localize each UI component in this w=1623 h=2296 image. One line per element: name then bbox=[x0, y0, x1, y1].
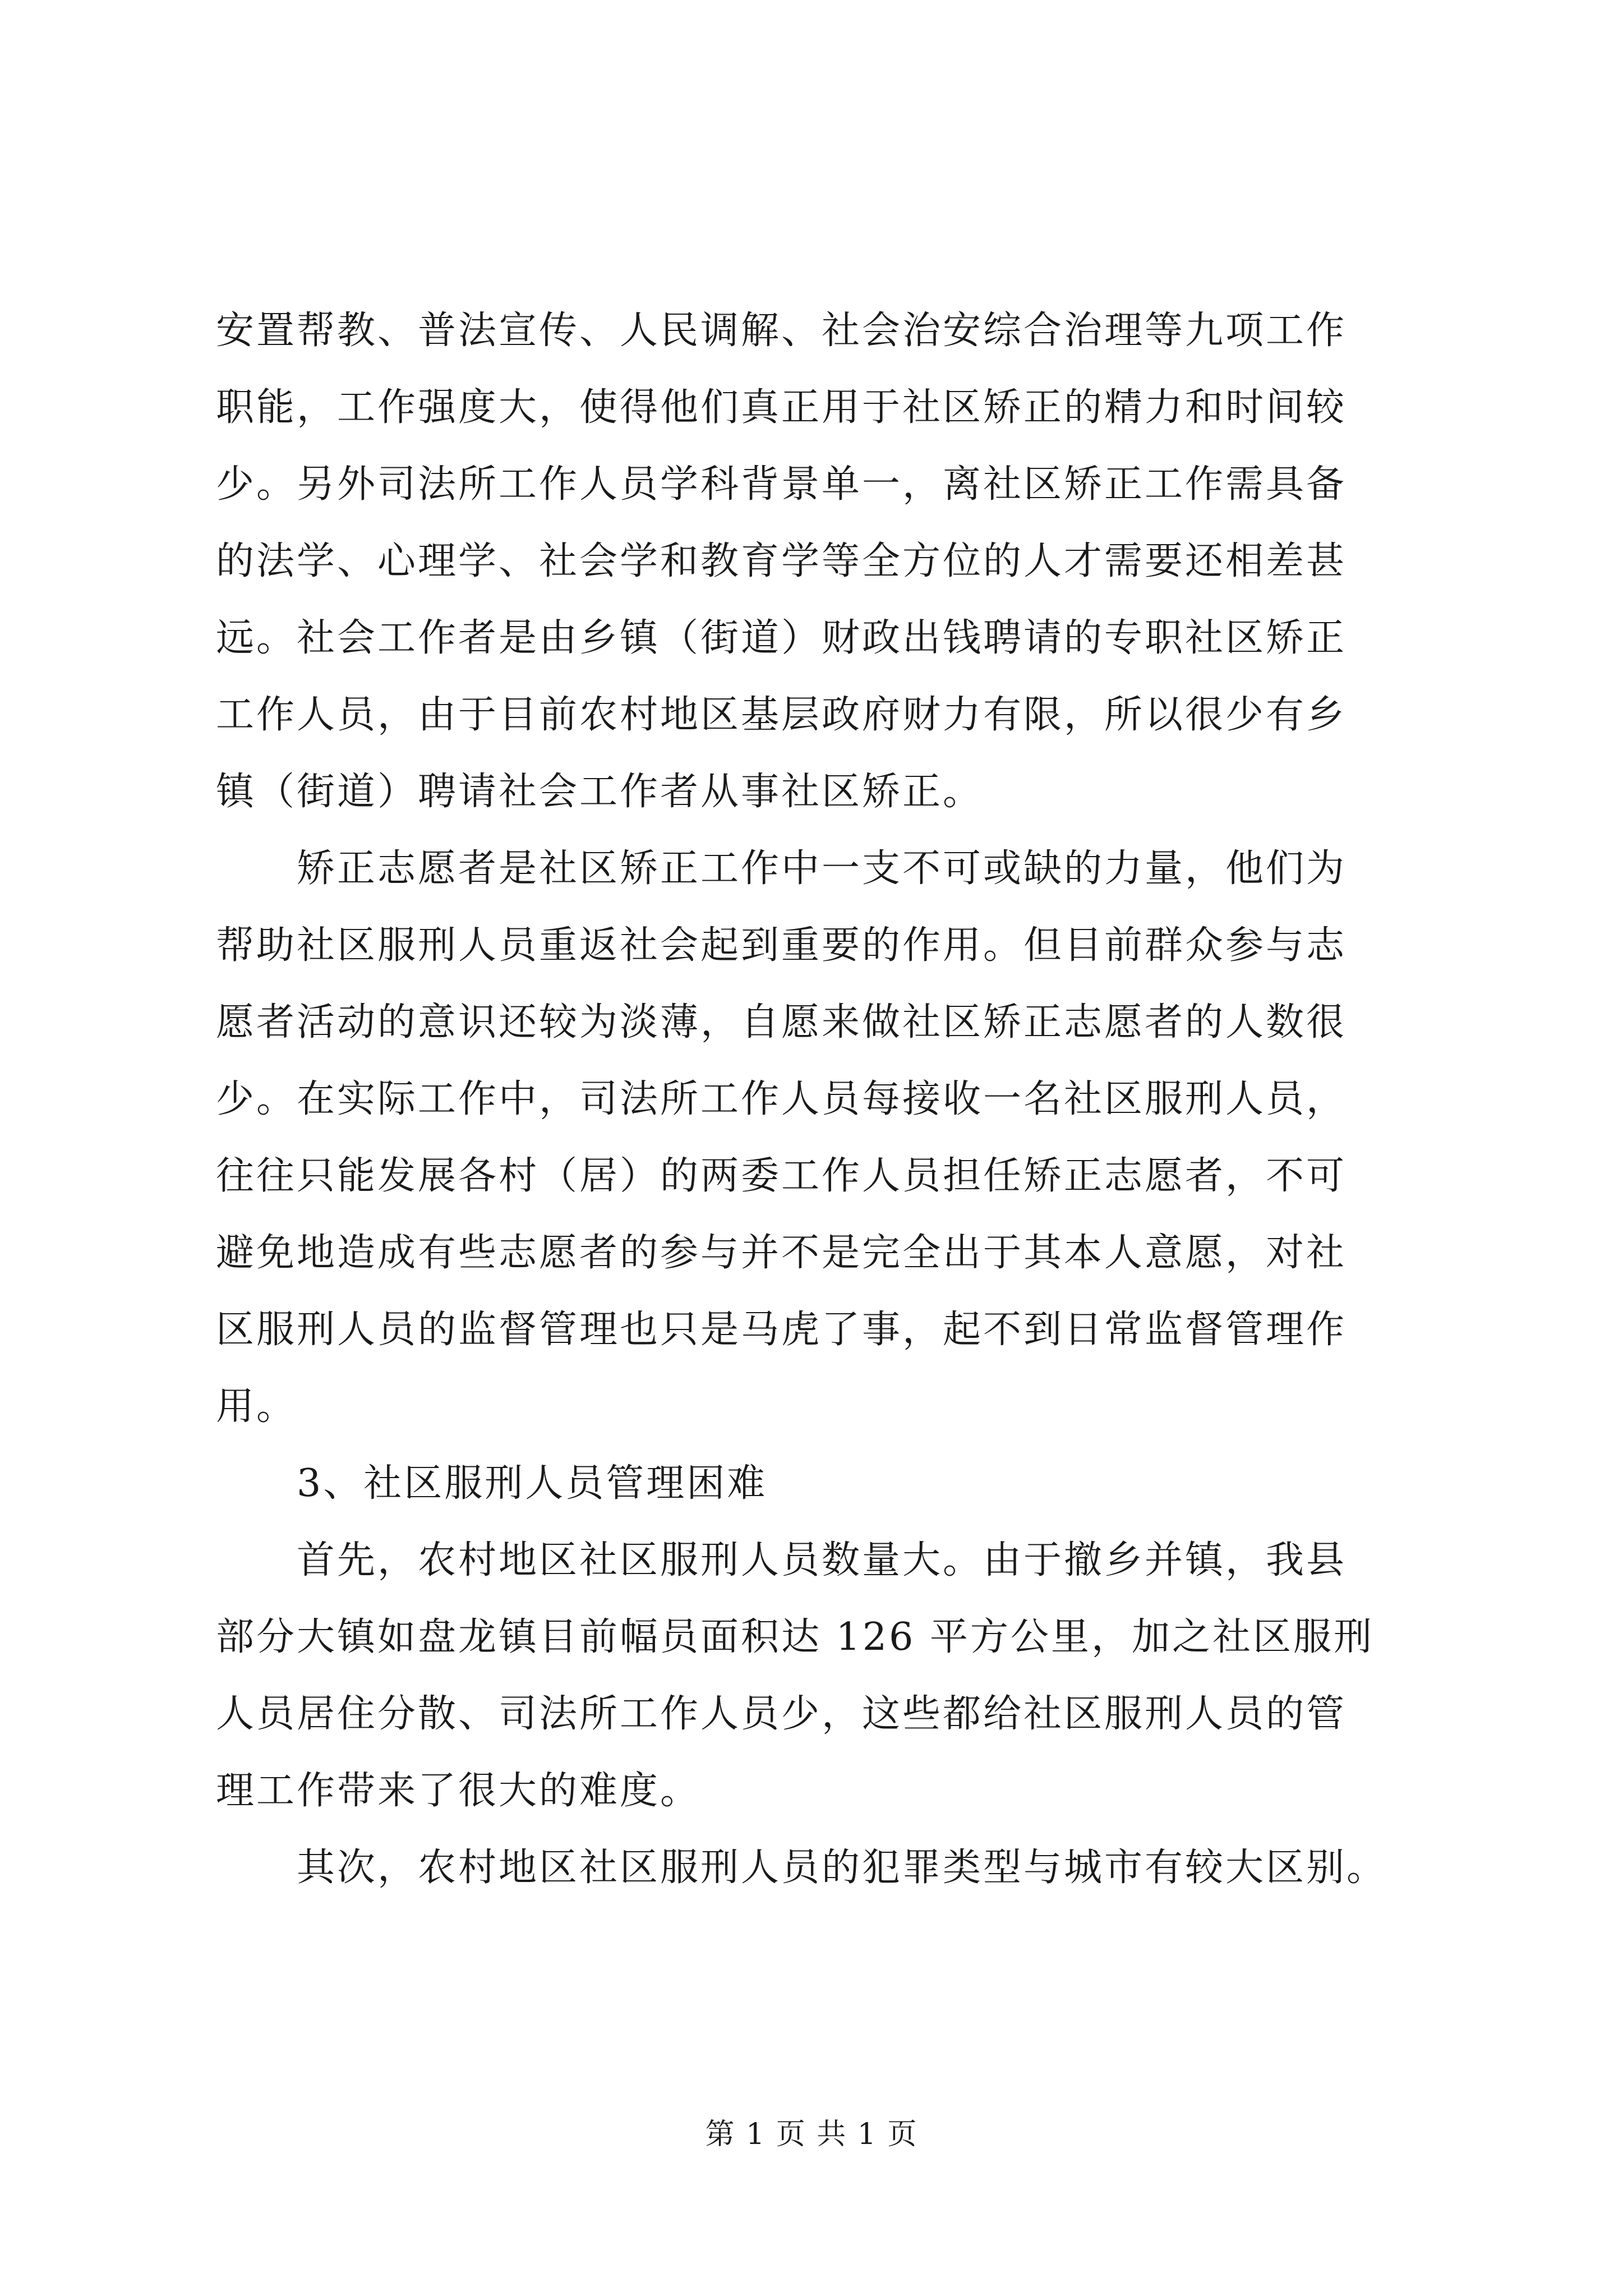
paragraph-start-line: 矫正志愿者是社区矫正工作中一支不可或缺的力量，他们为 bbox=[297, 846, 1347, 891]
text-line: 区服刑人员的监督管理也只是马虎了事，起不到日常监督管理作 bbox=[216, 1308, 1347, 1352]
text-line: 往往只能发展各村（居）的两委工作人员担任矫正志愿者，不可 bbox=[216, 1154, 1347, 1198]
section-heading: 3、社区服刑人员管理困难 bbox=[297, 1461, 768, 1506]
text-line: 少。在实际工作中，司法所工作人员每接收一名社区服刑人员， bbox=[216, 1077, 1347, 1121]
text-line: 工作人员，由于目前农村地区基层政府财力有限，所以很少有乡 bbox=[216, 693, 1347, 737]
text-line: 用。 bbox=[216, 1384, 297, 1429]
paragraph-start-line: 首先，农村地区社区服刑人员数量大。由于撤乡并镇，我县 bbox=[297, 1538, 1347, 1582]
text-line: 远。社会工作者是由乡镇（街道）财政出钱聘请的专职社区矫正 bbox=[216, 616, 1347, 660]
page-number-footer: 第 1 页 共 1 页 bbox=[705, 2118, 918, 2151]
text-line: 少。另外司法所工作人员学科背景单一，离社区矫正工作需具备 bbox=[216, 462, 1347, 507]
text-line: 的法学、心理学、社会学和教育学等全方位的人才需要还相差甚 bbox=[216, 539, 1347, 583]
text-line: 安置帮教、普法宣传、人民调解、社会治安综合治理等九项工作 bbox=[216, 309, 1347, 353]
text-line: 部分大镇如盘龙镇目前幅员面积达 126 平方公里，加之社区服刑 bbox=[216, 1615, 1375, 1659]
text-line: 帮助社区服刑人员重返社会起到重要的作用。但目前群众参与志 bbox=[216, 923, 1347, 968]
text-line: 避免地造成有些志愿者的参与并不是完全出于其本人意愿，对社 bbox=[216, 1231, 1347, 1275]
text-line: 镇（街道）聘请社会工作者从事社区矫正。 bbox=[216, 770, 984, 814]
text-line: 理工作带来了很大的难度。 bbox=[216, 1769, 701, 1813]
paragraph-start-line: 其次，农村地区社区服刑人员的犯罪类型与城市有较大区别。 bbox=[297, 1846, 1387, 1890]
text-line: 职能，工作强度大，使得他们真正用于社区矫正的精力和时间较 bbox=[216, 385, 1347, 430]
text-line: 人员居住分散、司法所工作人员少，这些都给社区服刑人员的管 bbox=[216, 1692, 1347, 1736]
text-line: 愿者活动的意识还较为淡薄，自愿来做社区矫正志愿者的人数很 bbox=[216, 1000, 1347, 1045]
